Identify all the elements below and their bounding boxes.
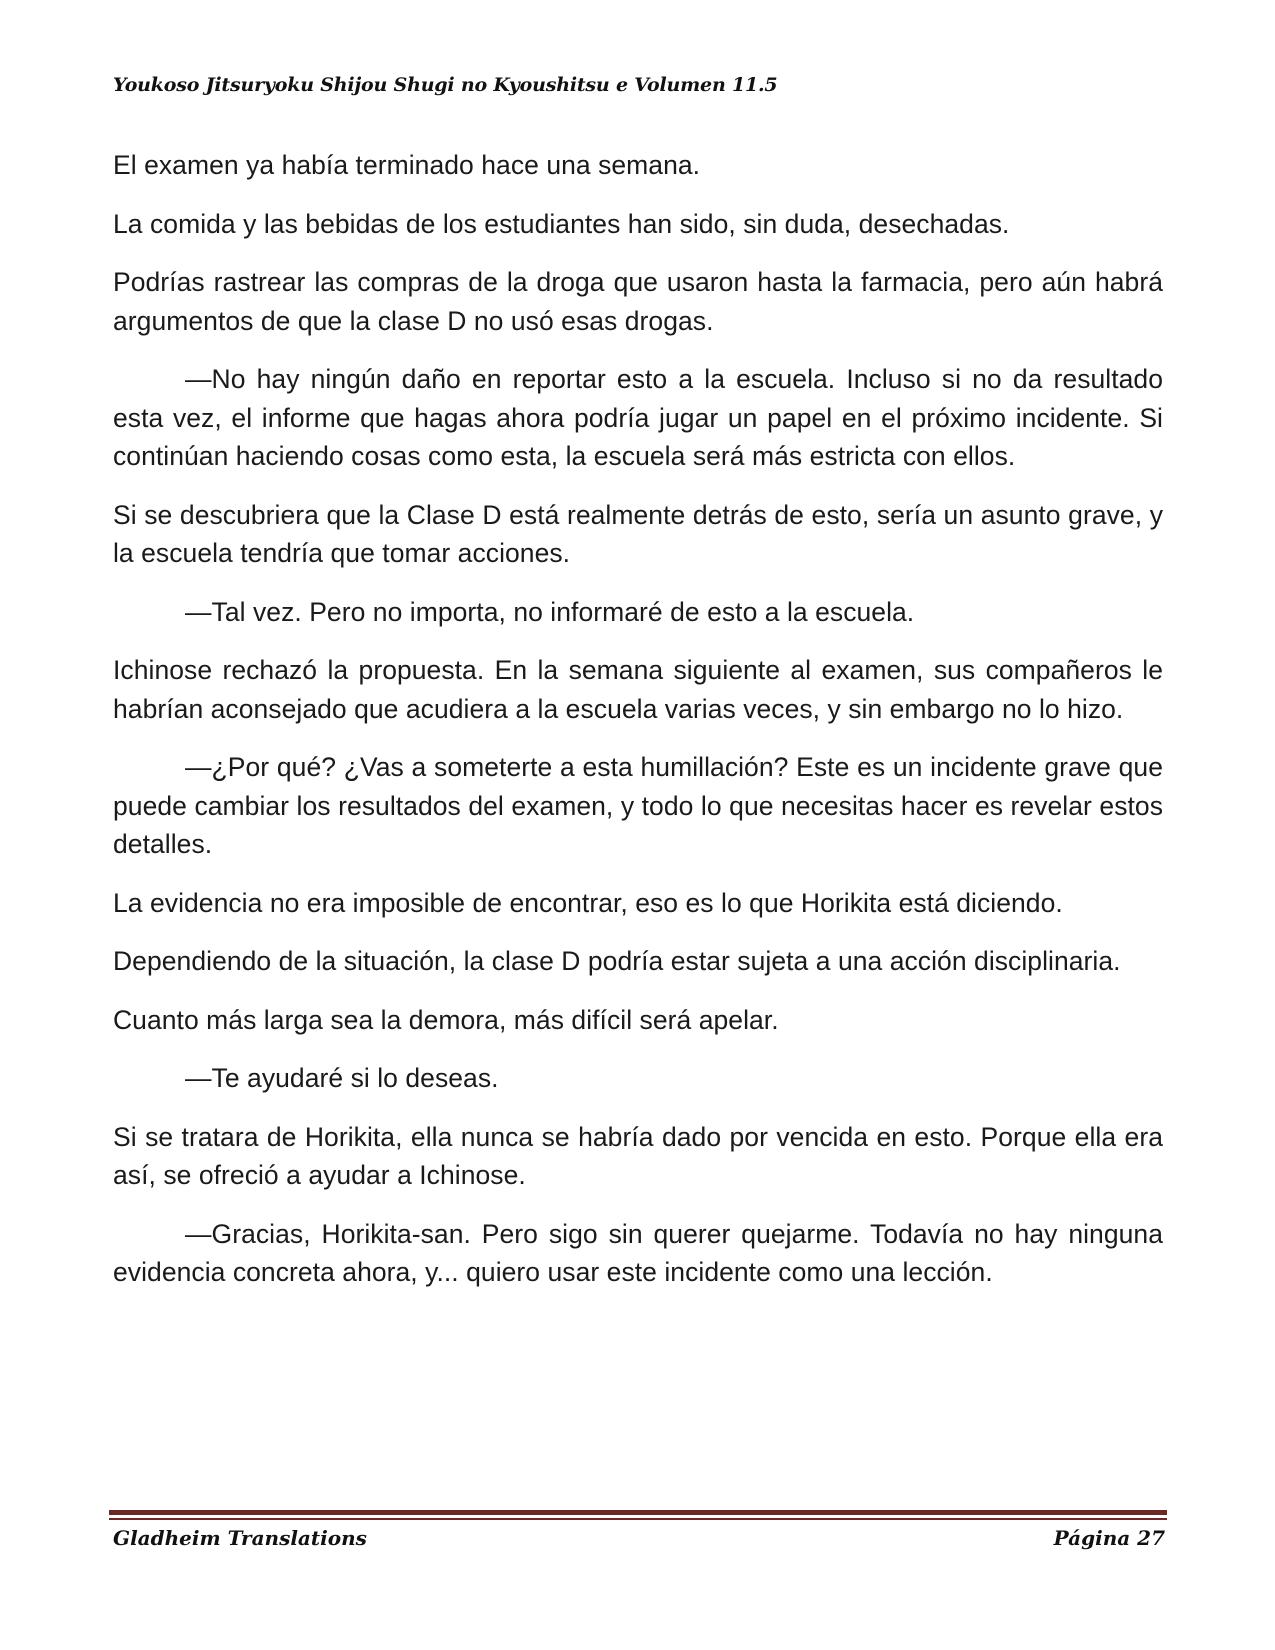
- dialogue-paragraph: —Gracias, Horikita-san. Pero sigo sin querer quejarme. Todavía no hay ninguna evidencia concreta ahora, y... quiero usar este incidente como una lección.: [113, 1218, 1163, 1287]
- paragraph: Si se descubriera que la Clase D está realmente detrás de esto, sería un asunto grave, y la escuela tendría que tomar acciones.: [113, 499, 1163, 568]
- paragraph: Dependiendo de la situación, la clase D podría estar sujeta a una acción disciplinaria.: [113, 946, 1121, 976]
- footer-divider: [109, 1510, 1167, 1515]
- paragraph: La comida y las bebidas de los estudiantes han sido, sin duda, desechadas.: [113, 208, 1010, 239]
- footer-page-number: Página 27: [1053, 1526, 1165, 1550]
- paragraph: El examen ya había terminado hace una semana.: [113, 150, 701, 180]
- dialogue-paragraph: —Tal vez. Pero no importa, no informaré de esto a la escuela.: [185, 596, 915, 627]
- page-body: [113, 146, 1163, 1312]
- paragraph: Ichinose rechazó la propuesta. En la semana siguiente al examen, sus compañeros le habrían aconsejado que acudiera a la escuela varias veces, y sin embargo no lo hizo.: [113, 655, 1163, 724]
- paragraph: Cuanto más larga sea la demora, más difícil será apelar.: [113, 1004, 779, 1035]
- footer-publisher: Gladheim Translations: [113, 1526, 367, 1550]
- paragraph: Podrías rastrear las compras de la droga que usaron hasta la farmacia, pero aún habrá argumentos de que la clase D no usó esas drogas.: [113, 267, 1163, 336]
- dialogue-paragraph: —No hay ningún daño en reportar esto a la escuela. Incluso si no da resultado esta vez, el informe que hagas ahora podría jugar un papel en el próximo incidente. Si continúan haciendo cosas como esta, la escuela será más estricta con ellos.: [113, 364, 1163, 471]
- page-header-title: Youkoso Jitsuryoku Shijou Shugi no Kyoushitsu e Volumen 11.5: [113, 74, 778, 96]
- footer-divider-thin: [109, 1518, 1167, 1520]
- dialogue-paragraph: —¿Por qué? ¿Vas a someterte a esta humillación? Este es un incidente grave que puede cambiar los resultados del examen, y todo lo que necesitas hacer es revelar estos detalles.: [113, 752, 1163, 859]
- paragraph: Si se tratara de Horikita, ella nunca se habría dado por vencida en esto. Porque ella era así, se ofreció a ayudar a Ichinose.: [113, 1121, 1163, 1190]
- paragraph: La evidencia no era imposible de encontrar, eso es lo que Horikita está diciendo.: [113, 887, 1063, 918]
- dialogue-paragraph: —Te ayudaré si lo deseas.: [185, 1063, 499, 1093]
